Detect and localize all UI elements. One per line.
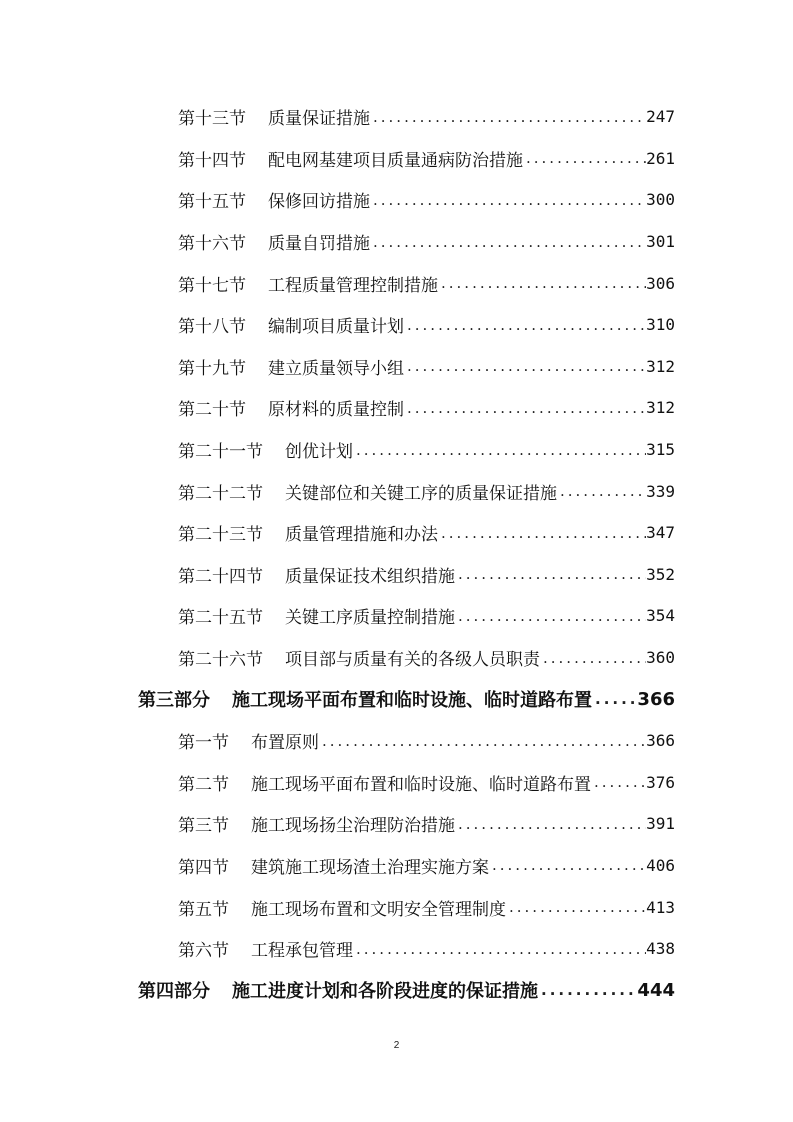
toc-dot-leader [353, 940, 646, 958]
toc-dot-leader [506, 898, 646, 916]
toc-entry-number: 第二十五节 [178, 608, 263, 629]
toc-entry-page: 413 [646, 897, 675, 917]
toc-section-entry[interactable] [0, 179, 675, 221]
toc-entry-number: 第二十一节 [178, 442, 263, 463]
toc-entry-page: 391 [646, 814, 675, 834]
toc-section-entry[interactable] [0, 429, 675, 471]
toc-entry-page: 310 [646, 315, 675, 335]
toc-entry-page: 339 [646, 481, 675, 501]
toc-entry-title: 施工现场平面布置和临时设施、临时道路布置 [251, 774, 591, 795]
toc-entry-title: 建立质量领导小组 [268, 358, 404, 379]
toc-entry-title: 关键工序质量控制措施 [285, 608, 455, 629]
toc-entry-page: 360 [646, 648, 675, 668]
toc-entry-page: 315 [646, 440, 675, 460]
toc-entry-page: 312 [646, 398, 675, 418]
toc-section-entry[interactable] [0, 304, 675, 346]
toc-entry-page: 301 [646, 232, 675, 252]
toc-section-entry[interactable] [0, 138, 675, 180]
toc-entry-page: 366 [646, 731, 675, 751]
toc-dot-leader [438, 524, 646, 542]
toc-entry-title: 工程承包管理 [251, 941, 353, 962]
toc-entry-title: 保修回访措施 [268, 192, 370, 213]
toc-dot-leader [557, 482, 646, 500]
toc-section-entry[interactable] [0, 554, 675, 596]
toc-section-entry[interactable] [0, 637, 675, 679]
toc-section-entry[interactable] [0, 387, 675, 429]
toc-dot-leader [540, 649, 646, 667]
toc-entry-page: 354 [646, 606, 675, 626]
toc-dot-leader [455, 815, 646, 833]
toc-entry-page: 247 [646, 107, 675, 127]
toc-dot-leader [523, 149, 646, 167]
toc-entry-number: 第二十四节 [178, 566, 263, 587]
toc-entry-title: 质量自罚措施 [268, 234, 370, 255]
toc-dot-leader [591, 773, 646, 791]
toc-entry-page: 312 [646, 356, 675, 376]
toc-entry-title: 工程质量管理控制措施 [268, 275, 438, 296]
toc-entry-page: 306 [646, 273, 675, 293]
toc-dot-leader [538, 981, 637, 999]
toc-entry-title: 施工现场布置和文明安全管理制度 [251, 899, 506, 920]
toc-section-entry[interactable] [0, 262, 675, 304]
toc-entry-title: 关键部位和关键工序的质量保证措施 [285, 483, 557, 504]
toc-entry-number: 第十七节 [178, 275, 246, 296]
toc-entry-page: 444 [637, 979, 675, 1001]
toc-entry-number: 第十四节 [178, 150, 246, 171]
toc-section-entry[interactable] [0, 346, 675, 388]
toc-entry-number: 第一节 [178, 733, 229, 754]
toc-entry-number: 第六节 [178, 941, 229, 962]
toc-entry-number: 第五节 [178, 899, 229, 920]
toc-entry-number: 第三部分 [138, 690, 210, 712]
toc-entry-page: 352 [646, 564, 675, 584]
toc-entry-page: 366 [637, 688, 675, 710]
toc-dot-leader [370, 233, 646, 251]
toc-section-entry[interactable] [0, 928, 675, 970]
toc-dot-leader [319, 732, 646, 750]
toc-entry-number: 第十五节 [178, 192, 246, 213]
toc-entry-number: 第四部分 [138, 981, 210, 1003]
toc-section-entry[interactable] [0, 845, 675, 887]
toc-entry-title: 编制项目质量计划 [268, 317, 404, 338]
toc-section-entry[interactable] [0, 762, 675, 804]
table-of-contents [0, 96, 793, 1011]
toc-entry-title: 布置原则 [251, 733, 319, 754]
toc-entry-page: 438 [646, 939, 675, 959]
toc-section-entry[interactable] [0, 512, 675, 554]
toc-entry-number: 第二十三节 [178, 525, 263, 546]
toc-dot-leader [455, 565, 646, 583]
toc-entry-number: 第二十二节 [178, 483, 263, 504]
toc-entry-number: 第十三节 [178, 109, 246, 130]
toc-dot-leader [370, 108, 646, 126]
toc-section-entry[interactable] [0, 595, 675, 637]
toc-entry-number: 第二十六节 [178, 650, 263, 671]
toc-part-entry[interactable] [0, 969, 675, 1011]
toc-entry-title: 原材料的质量控制 [268, 400, 404, 421]
toc-entry-number: 第二节 [178, 774, 229, 795]
page-number: 2 [393, 1040, 400, 1051]
toc-entry-page: 376 [646, 772, 675, 792]
toc-part-entry[interactable] [0, 678, 675, 720]
toc-entry-page: 406 [646, 855, 675, 875]
toc-dot-leader [455, 607, 646, 625]
toc-entry-title: 质量管理措施和办法 [285, 525, 438, 546]
toc-entry-page: 300 [646, 190, 675, 210]
toc-section-entry[interactable] [0, 96, 675, 138]
toc-entry-title: 创优计划 [285, 442, 353, 463]
toc-entry-number: 第三节 [178, 816, 229, 837]
toc-entry-title: 质量保证措施 [268, 109, 370, 130]
toc-section-entry[interactable] [0, 720, 675, 762]
toc-entry-title: 配电网基建项目质量通病防治措施 [268, 150, 523, 171]
toc-section-entry[interactable] [0, 470, 675, 512]
toc-entry-title: 建筑施工现场渣土治理实施方案 [251, 857, 489, 878]
toc-section-entry[interactable] [0, 886, 675, 928]
toc-dot-leader [404, 357, 646, 375]
toc-entry-number: 第十九节 [178, 358, 246, 379]
toc-entry-title: 项目部与质量有关的各级人员职责 [285, 650, 540, 671]
toc-entry-title: 施工进度计划和各阶段进度的保证措施 [232, 981, 538, 1003]
toc-dot-leader [592, 690, 637, 708]
toc-dot-leader [370, 191, 646, 209]
toc-entry-number: 第十八节 [178, 317, 246, 338]
toc-dot-leader [489, 856, 646, 874]
toc-entry-title: 施工现场平面布置和临时设施、临时道路布置 [232, 690, 592, 712]
toc-section-entry[interactable] [0, 221, 675, 263]
toc-entry-title: 施工现场扬尘治理防治措施 [251, 816, 455, 837]
toc-entry-number: 第四节 [178, 857, 229, 878]
toc-entry-page: 261 [646, 148, 675, 168]
toc-entry-page: 347 [646, 523, 675, 543]
toc-entry-number: 第二十节 [178, 400, 246, 421]
toc-entry-title: 质量保证技术组织措施 [285, 566, 455, 587]
toc-dot-leader [404, 399, 646, 417]
toc-entry-number: 第十六节 [178, 234, 246, 255]
toc-dot-leader [353, 441, 646, 459]
toc-section-entry[interactable] [0, 803, 675, 845]
toc-dot-leader [438, 274, 646, 292]
toc-dot-leader [404, 316, 646, 334]
